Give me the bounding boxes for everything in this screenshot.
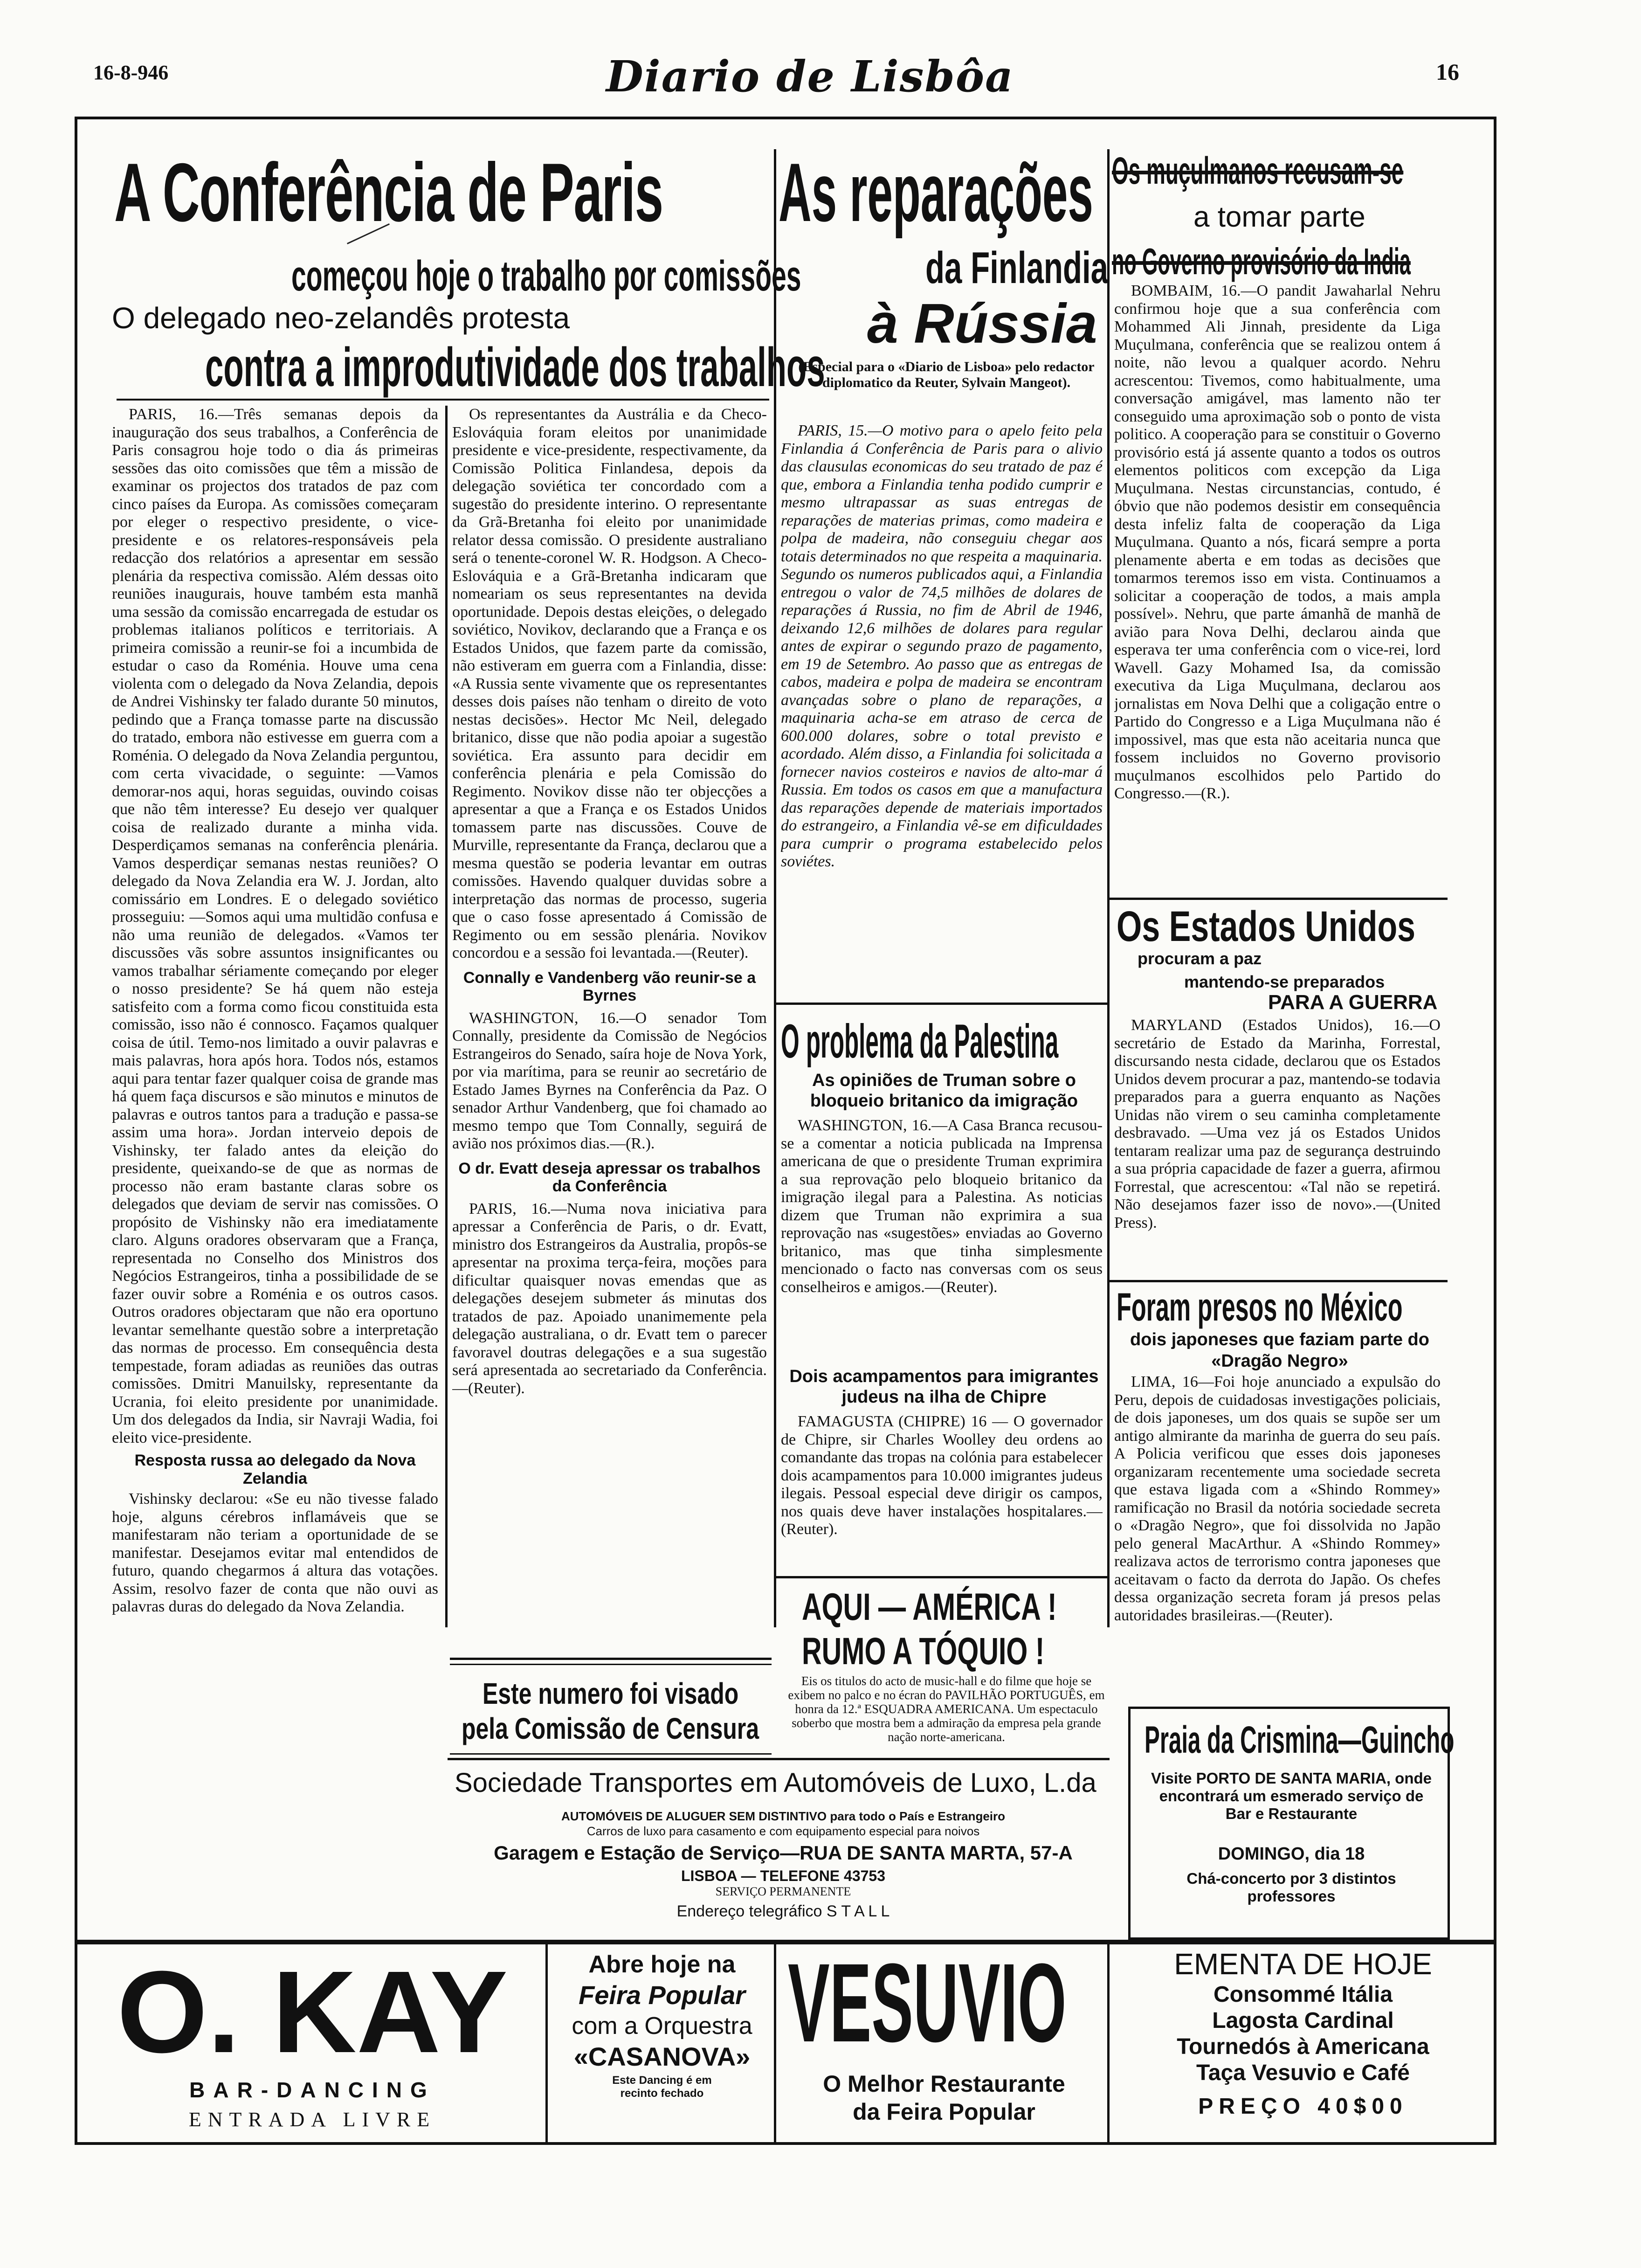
censura-line-1: Este numero foi visado — [483, 1677, 739, 1710]
newspaper-title: Diario de Lisbôa — [606, 51, 1014, 102]
crismina-text: Visite PORTO DE SANTA MARIA, onde encontrará um esmerado serviço de Bar e Restaurante — [1151, 1770, 1432, 1822]
evatt-heading: O dr. Evatt deseja apressar os trabalhos da Conferência — [458, 1159, 761, 1195]
vesuvio-title: VESUVIO — [788, 1940, 1067, 2065]
stal-company-name: Sociedade Transportes em Automóveis de Luxo, L.da — [455, 1768, 1096, 1798]
okay-sub: BAR-DANCING — [189, 2078, 435, 2102]
paris-body-2: Os representantes da Austrália e da Checo-Eslováquia foram eleitos por unanimidade presidente e vice-presidente, respectivamente, da Comissão Politica Finlandesa, depois da delegação soviética ter concordado com a sugestão do presidente interino. O representante da Grã-Bretanha foi eleito por unanimidade relator dessa comissão. O presidente australiano será o tenente-coronel W. R. Hodgson. A Checo-Eslováquia e a Grã-Bretanha indicaram que nomeariam os seus representantes na devida oportunidade. Depois destas eleições, o delegado soviético, Novikov, declarando que a França e os Estados Unidos, que fazem parte da comissão, não estiveram em guerra com a Finlandia, disse: «A Russia sente vivamente que os representantes desses dois países não tenham o direito de voto nestas decisões». Hector Mc Neil, delegado britanico, disse que não podia apoiar a sugestão soviética. Era assunto para decidir em conferência plenária e pela Comissão do Regimento. Novikov disse não ter objecções a apresentar a que a França e os Estados Unidos tomassem parte nas discussões. Couve de Murville, representante da França, declarou que a mesma questão se poderia levantar em outras comissões. Havendo qualquer duvidas sobre a interpretação das normas de processo, sugeria que o caso fosse apresentado á Comissão de Regimento ou em sessão plenária. Novikov concordou e a sessão foi levantada.—(Reuter). — [452, 406, 767, 961]
feira-line-4: «CASANOVA» — [573, 2042, 751, 2071]
ad-rule — [448, 1758, 1110, 1760]
aqui-america-text: Eis os titulos do acto de music-hall e do filme que hoje se exibem no palco e no écran do PAVILHÃO PORTUGUÊS, em honra da 12.ª ESQUADRA AMERICANA. Um espectaculo soberbo que mostra bem a admiração da empresa pela grande nação norte-americana. — [788, 1674, 1105, 1744]
ementa-item: Consommé Itália — [1213, 1982, 1393, 2007]
mexico-subhead: dois japoneses que faziam parte do «Dragão Negro» — [1130, 1330, 1429, 1371]
censura-line-2: pela Comissão de Censura — [462, 1712, 759, 1745]
subhead-paris-2: O delegado neo-zelandês protesta — [112, 301, 570, 335]
chipre-body: FAMAGUSTA (CHIPRE) 16 — O governador de Chipre, sir Charles Woolley deu ordens ao comandante das tropas na colónia para estabelecer dois acampamentos para 10.000 imigrantes judeus ilegais. Pessoal especial deve dirigir os campos, nos quais deve haver instalações hospitalares.—(Reuter). — [781, 1413, 1103, 1538]
issue-date: 16-8-946 — [93, 61, 169, 84]
stal-line-2: Carros de luxo para casamento e com equipamento especial para noivos — [586, 1824, 980, 1838]
palestina-body: WASHINGTON, 16.—A Casa Branca recusou-se a comentar a noticia publicada na Imprensa americana de que o presidente Truman exprimira a sua reprovação pelo bloqueio britanico da imigração ilegal para a Palestina. As noticias dizem que Truman não exprimira a sua reprovação nas «sugestões» enviadas ao Governo britanico, mas que tinha simplesmente mencionado o facto nas conversas com os seus conselheiros e amigos.—(Reuter). — [781, 1117, 1103, 1296]
paris-col-1 — [112, 406, 438, 1744]
page-number: 16 — [1436, 59, 1459, 85]
column-rule — [1107, 149, 1110, 1627]
connally-body: WASHINGTON, 16.—O senador Tom Connally, presidente da Comissão de Negócios Estrangeiros do Senado, saíra hoje de Nova York, por via marítima, para se reunir ao secretário de Estado James Byrnes na Conferência da Paz. O senador Arthur Vandenberg, que foi chamado ao mesmo tempo que Tom Connally, seguirá de avião nos próximos dias.—(R.). — [452, 1009, 767, 1152]
reparacoes-byline: (Especial para o «Diario de Lisboa» pelo redactor diplomatico da Reuter, Sylvain Mangeot). — [798, 359, 1095, 390]
stal-line-3: Garagem e Estação de Serviço—RUA DE SANTA MARTA, 57-A — [494, 1842, 1073, 1864]
reparacoes-body-block — [781, 422, 1103, 991]
section-rule — [1110, 1280, 1448, 1282]
crismina-footer: Chá-concerto por 3 distintos professores — [1186, 1870, 1396, 1905]
headline-paris: A Conferência de Paris — [114, 146, 663, 239]
okay-sub2: ENTRADA LIVRE — [188, 2108, 436, 2131]
chipre-body-block — [781, 1413, 1103, 1590]
ad-feira — [550, 1949, 774, 2100]
subhead-reparacoes-2: à Rússia — [867, 292, 1097, 355]
resposta-body: Vishinsky declarou: «Se eu não tivesse falado hoje, alguns cérebros inflamáveis que se manifestaram não teriam a oportunidade de se manifestar. Desejamos evitar mal entendidos de futuro, quando chegarmos á altura das votações. Assim, resolvo fazer de conta que não ouvi as palavras duras do delegado da Nova Zelandia. — [112, 1490, 438, 1615]
crismina-date: DOMINGO, dia 18 — [1218, 1844, 1365, 1864]
censura-rule-top — [450, 1658, 772, 1660]
ementa-price: PREÇO 40$00 — [1198, 2094, 1408, 2119]
crismina-title: Praia da Crismina—Guincho — [1145, 1719, 1455, 1761]
column-rule — [445, 406, 448, 1627]
connally-heading: Connally e Vandenberg vão reunir-se a Byrnes — [463, 968, 756, 1004]
paris-col-2 — [452, 406, 767, 1637]
headline-mexico: Foram presos no México — [1117, 1285, 1403, 1329]
eua-body-block — [1114, 1016, 1441, 1278]
section-rule — [1110, 898, 1448, 900]
palestina-body-block — [781, 1117, 1103, 1397]
ementa-item: Taça Vesuvio e Café — [1196, 2061, 1410, 2085]
subhead-muculmanos-1: a tomar parte — [1193, 201, 1365, 233]
eua-subhead-1: procuram a paz — [1138, 949, 1262, 968]
chipre-heading: Dois acampamentos para imigrantes judeus na ilha de Chipre — [789, 1367, 1099, 1407]
feira-line-3: com a Orquestra — [572, 2012, 752, 2040]
ementa-title: EMENTA DE HOJE — [1174, 1947, 1432, 1981]
okay-title: O. KAY — [117, 1947, 508, 2077]
feira-line-5: Este Dancing é em recinto fechado — [612, 2074, 712, 2100]
censura-rule-bottom — [450, 1753, 772, 1755]
headline-rule — [117, 399, 769, 401]
subhead-paris-3: contra a improdutividade dos trabalhos — [205, 337, 825, 398]
vesuvio-sub-1: O Melhor Restaurante — [823, 2071, 1065, 2097]
ementa-items — [1112, 1982, 1494, 2086]
muculmanos-body-block — [1114, 282, 1441, 893]
ementa-item: Lagosta Cardinal — [1212, 2008, 1394, 2033]
evatt-body: PARIS, 16.—Numa nova iniciativa para apressar a Conferência de Paris, o dr. Evatt, ministro dos Estrangeiros da Australia, propôs-se apresentar na proxima terça-feira, moções para dificultar quaisquer novas emendas que as delegações desejem submeter ás minutas dos tratados de paz. Apoiado unanimemente pela delegação australiana, o dr. Evatt tem o parecer favoravel doutras delegações e a sua sugestão será apresentada ao secretariado da Conferência.—(Reuter). — [452, 1200, 767, 1397]
aqui-america-line-1: AQUI — AMÉRICA ! — [802, 1586, 1057, 1628]
headline-muculmanos: Os muçulmanos recusam-se — [1112, 150, 1404, 192]
ementa-item: Tournedós à Americana — [1177, 2034, 1429, 2059]
headline-eua: Os Estados Unidos — [1117, 903, 1416, 950]
ad-divider — [774, 1940, 776, 2145]
headline-reparacoes: As reparações — [779, 146, 1093, 239]
palestina-subhead: As opiniões de Truman sobre o bloqueio britanico da imigração — [810, 1071, 1078, 1111]
aqui-america-line-2: RUMO A TÓQUIO ! — [802, 1630, 1045, 1673]
stal-line-4: LISBOA — TELEFONE 43753 — [681, 1867, 886, 1884]
eua-subhead-3: PARA A GUERRA — [1268, 991, 1438, 1014]
censura-rule-top-2 — [450, 1664, 772, 1665]
section-rule — [776, 1003, 1107, 1005]
ad-crismina — [1128, 1707, 1455, 1940]
subhead-muculmanos-2: no Governo provisório da India — [1112, 241, 1411, 282]
mexico-body-block — [1114, 1373, 1441, 1690]
stal-line-1: AUTOMÓVEIS DE ALUGUER SEM DISTINTIVO para todo o País e Estrangeiro — [561, 1809, 1006, 1823]
muculmanos-body: BOMBAIM, 16.—O pandit Jawaharlal Nehru confirmou hoje que a sua conferência com Mohammed Ali Jinnah, presidente da Liga Muçulmana, conferência que se realizou ontem á noite, não levou a qualquer acordo. Nehru acrescentou: Tivemos, como habitualmente, uma conversação amigável, mas lamento não ter conseguido uma aproximação sob o ponto de vista politico. A cooperação para se constituir o Governo provisório está já assente quanto a todos os outros elementos politicos com excepção da Liga Muçulmana. Nestas circunstancias, contudo, é óbvio que não podemos desistir em consequência desta infeliz falta de cooperação da Liga Muçulmana. Quanto a nós, ficará sempre a porta plenamente aberta e em todas as decisões que tomarmos teremos isso em vista. Continuamos a solicitar a cooperação de todos, a mais ampla possível». Nehru, que parte ámanhã de manhã de avião para Nova Delhi, declarou ainda que esperava ter uma conferência com o vice-rei, lord Wavell. Gazy Mohamed Isa, da comissão executiva da Liga Muçulmana, declarou aos jornalistas em Nova Delhi que a coligação entre o Partido do Congresso e a Liga Muçulmana não é impossivel, mas que esta não aceitaria nunca que fossem incluidos no Governo provisorio muçulmanos escolhidos pelo Partido do Congresso.—(R.). — [1114, 282, 1441, 802]
ad-divider — [1107, 1940, 1110, 2145]
section-rule — [776, 1576, 1107, 1578]
stal-line-6: Endereço telegráfico S T A L L — [676, 1902, 890, 1920]
subhead-reparacoes-1: da Finlandia — [925, 243, 1109, 293]
subhead-paris-1: começou hoje o trabalho por comissões — [291, 252, 801, 300]
paris-body-1: PARIS, 16.—Três semanas depois da inauguração dos seus trabalhos, a Conferência de Paris consagrou hoje todo o dia ás primeiras sessões das oito comissões que têm a missão de examinar os projectos dos tratados de paz com cinco países da Europa. As comissões começaram por eleger o respectivo presidente, o vice-presidente e os relatores-responsáveis pela redacção dos relatórios a apresentar em sessão plenária da respectiva comissão. Além dessas oito reuniões inaugurais, houve também esta manhã uma sessão da comissão encarregada de estudar os problemas italianos políticos e territoriais. A primeira comissão a reunir-se foi a incumbida de estudar o caso da Roménia. Houve uma cena violenta com o delegado da Nova Zelandia, depois de Andrei Vishinsky ter falado durante 50 minutos, pedindo que a França tomasse parte na discussão do tratado, embora não estivesse em guerra com a Roménia. O delegado da Nova Zelandia perguntou, com certa vivacidade, o seguinte: —Vamos demorar-nos aqui, horas seguidas, ouvindo coisas que não têm interesse? Eu desejo ver qualquer coisa de realizado durante a minha vida. Desperdiçamos semanas na conferência plenária. Vamos desperdiçar semanas nestas reuniões? O delegado da Nova Zelandia era W. J. Jordan, alto comissário em Londres. E o delegado soviético prosseguiu: —Somos aqui uma multidão confusa e não uma reunião de delegados. «Vamos ter discussões vãs sobre assuntos insignificantes ou vamos trabalhar sériamente começando por eleger o nosso presidente? Se há quem não esteja satisfeito com a forma como ficou constituida esta comissão, isso não é connosco. Façamos qualquer coisa de útil. Temo-nos limitado a ouvir palavras e mais palavras, hora após hora. Todos nós, estamos aqui para tentar fazer qualquer coisa de grande mas há quem faça discursos e são minutos e minutos de palavras e outros tantos para a tradução e passa-se assim uma hora». Jordan interveio depois de Vishinsky, ter falado antes da eleição do presidente, queixando-se de que as normas de processo não eram bastante claras sobre os delegados que deviam de servir nas comissões. O propósito de Vishinsky não era imediatamente claro. Alguns oradores observaram que a França, representada no Conselho dos Ministros dos Negócios Estrangeiros, tinha a possibilidade de se fazer ouvir sobre a Roménia e os outros casos. Outros oradores objectaram que não era oportuno levantar semelhante questão sobre a interpretação das normas de processo. Em consequência desta tempestade, foram adiadas as reuniões das outras comissões. Dmitri Manuilsky, representante da Ucrania, foi eleito presidente por unanimidade. Um dos delegados da India, sir Navraji Wadia, foi eleito vice-presidente. — [112, 406, 438, 1446]
eua-subhead-2: mantendo-se preparados — [1184, 972, 1385, 991]
feira-line-1: Abre hoje na — [588, 1951, 736, 1978]
eua-body: MARYLAND (Estados Unidos), 16.—O secretário de Estado da Marinha, Forrestal, discursando nesta cidade, declarou que os Estados Unidos devem procurar a paz, mantendo-se todavia preparados para a guerra enquanto as Nações Unidas não virem o seu caminha completamente desbravado. —Uma vez já os Estados Unidos tentaram realizar uma paz de segurança destruindo a sua própria capacidade de fazer a guerra, afirmou Forrestal, que acrescentou: «Tal não se repetirá. Não desejamos fazer isso de novo».—(United Press). — [1114, 1016, 1441, 1231]
feira-line-2: Feira Popular — [579, 1980, 745, 2010]
ad-divider — [545, 1940, 548, 2145]
resposta-heading: Resposta russa ao delegado da Nova Zelandia — [134, 1452, 416, 1487]
stal-line-5: SERVIÇO PERMANENTE — [715, 1885, 851, 1898]
vesuvio-sub-2: da Feira Popular — [853, 2099, 1035, 2125]
headline-palestina: O problema da Palestina — [781, 1015, 1059, 1068]
reparacoes-body: PARIS, 15.—O motivo para o apelo feito pela Finlandia á Conferência de Paris para o alivio das clausulas economicas do seu tratado de paz é que, embora a Finlandia tenha podido cumprir e mesmo ultrapassar as suas entregas de reparações de materias primas, como madeira e polpa de madeira, não conseguiu chegar aos totais determinados no que respeita a maquinaria. Segundo os numeros publicados aqui, a Finlandia entregou o valor de 74,5 milhões de dolares de reparações á Russia, no fim de Abril de 1946, deixando 12,6 milhões de dolares para regular antes de expirar o segundo prazo de pagamento, em 19 de Setembro. Ao passo que as entregas de cabos, madeira e polpa de madeira se encontram avançadas sobre o plano de reparações, a maquinaria acha-se em atraso de cerca de 600.000 dolares, sobre o total previsto e acordado. Além disso, a Finlandia foi solicitada a fornecer navios costeiros e navios de alto-mar á Russia. Em todos os casos em que a manufactura das reparações depende de materiais importados do estrangeiro, a Finlandia vê-se em dificuldades para cumprir o programa estabelecido pelos soviétes. — [781, 422, 1103, 870]
mexico-body: LIMA, 16—Foi hoje anunciado a expulsão do Peru, depois de cuidadosas investigações policiais, de dois japoneses, um dos quais se supõe ser um antigo almirante da marinha de guerra do seu país. A Policia verificou que esses dois japoneses organizaram recentemente uma sociedade secreta que estava ligada com a «Shindo Rommey» ramificação no Brasil da notória sociedade secreta o «Dragão Negro», que foi dissolvida no Japão pelo general MacArthur. A «Shindo Rommey» realizava actos de terrorismo contra japoneses que aceitavam o facto da derrota do Japão. Os chefes dessa organização secreta foram já presos pelas autoridades brasileiras.—(Reuter). — [1114, 1373, 1441, 1624]
